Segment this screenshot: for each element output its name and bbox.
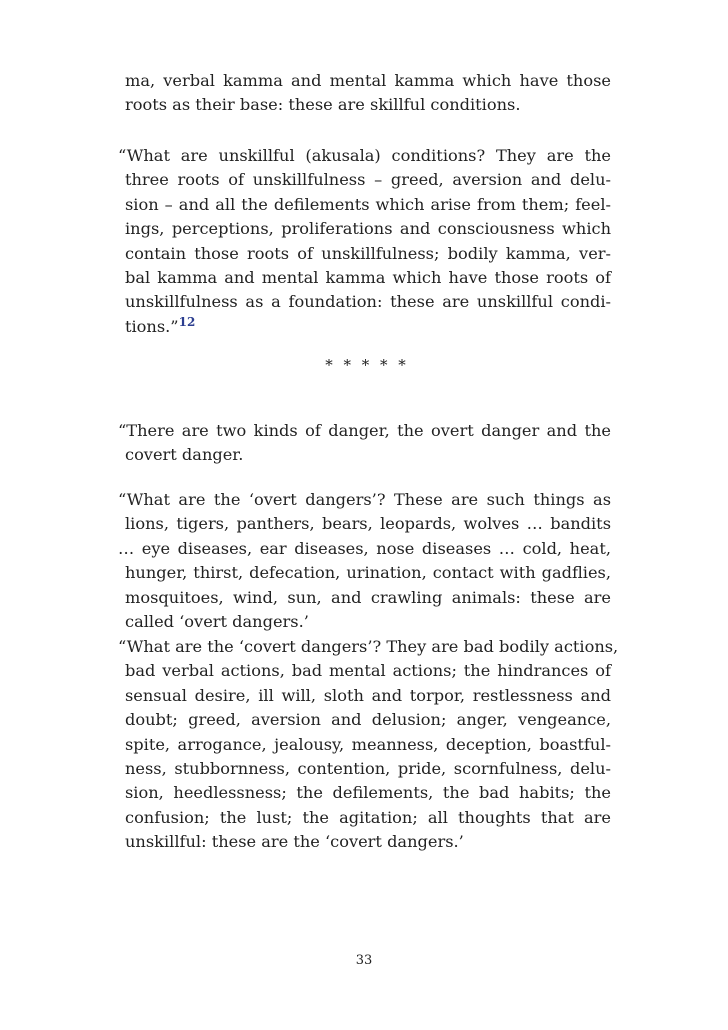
text-line: sensual desire, ill will, sloth and torpor, restlessness and [125, 685, 611, 705]
text-line: “What are the ‘overt dangers’? These are such things as [118, 490, 611, 509]
text-line: “There are two kinds of danger, the overt danger and the [118, 421, 611, 440]
section-separator: * * * * * [325, 356, 409, 374]
text-line: ings, perceptions, proliferations and consciousness which [125, 219, 611, 239]
text-line: unskillfulness as a foundation: these are unskillful condi- [125, 292, 611, 312]
text-line: … eye diseases, ear diseases, nose diseases … cold, heat, [118, 538, 611, 558]
text-line: roots as their base: these are skillful conditions. [125, 95, 521, 115]
text-line: mosquitoes, wind, sun, and crawling animals: these are [125, 587, 611, 607]
text-line-with-footnote [125, 315, 611, 339]
text-line: spite, arrogance, jealousy, meanness, deception, boastful- [125, 734, 611, 754]
text-line: sion – and all the defilements which arise from them; feel- [125, 194, 611, 214]
text-line: “What are unskillful (akusala) conditions? They are the [118, 146, 611, 165]
text-line: confusion; the lust; the agitation; all thoughts that are [125, 807, 611, 827]
text-line: ness, stubbornness, contention, pride, scornfulness, delu- [125, 759, 611, 779]
page-number: 33 [355, 953, 373, 968]
text-line: bal kamma and mental kamma which have those roots of [125, 268, 611, 288]
text-line: hunger, thirst, defecation, urination, contact with gadflies, [125, 563, 611, 583]
text-line: bad verbal actions, bad mental actions; the hindrances of [125, 661, 611, 681]
paragraph-covert-dangers [118, 635, 619, 855]
text-line: ma, verbal kamma and mental kamma which have those [125, 71, 611, 90]
paragraph-skillful-conditions-end [125, 69, 611, 118]
paragraph-unskillful-conditions [118, 144, 611, 339]
text-line: sion, heedlessness; the defilements, the bad habits; the [125, 783, 611, 803]
text-line: doubt; greed, aversion and delusion; anger, vengeance, [125, 710, 611, 730]
text-line: unskillful: these are the ‘covert dangers.’ [125, 832, 464, 852]
text-line: tions.” [125, 316, 179, 336]
text-line: contain those roots of unskillfulness; bodily kamma, ver- [125, 243, 611, 263]
text-line: three roots of unskillfulness – greed, aversion and delu- [125, 170, 611, 190]
paragraph-two-kinds-of-danger [118, 419, 611, 468]
paragraph-overt-dangers [118, 488, 611, 634]
text-line: called ‘overt dangers.’ [125, 612, 309, 632]
text-line: “What are the ‘covert dangers’? They are bad bodily actions, [118, 637, 619, 656]
text-line: covert danger. [125, 445, 244, 465]
text-line: lions, tigers, panthers, bears, leopards, wolves … bandits [125, 514, 611, 534]
footnote-reference-link[interactable]: 12 [178, 314, 196, 329]
